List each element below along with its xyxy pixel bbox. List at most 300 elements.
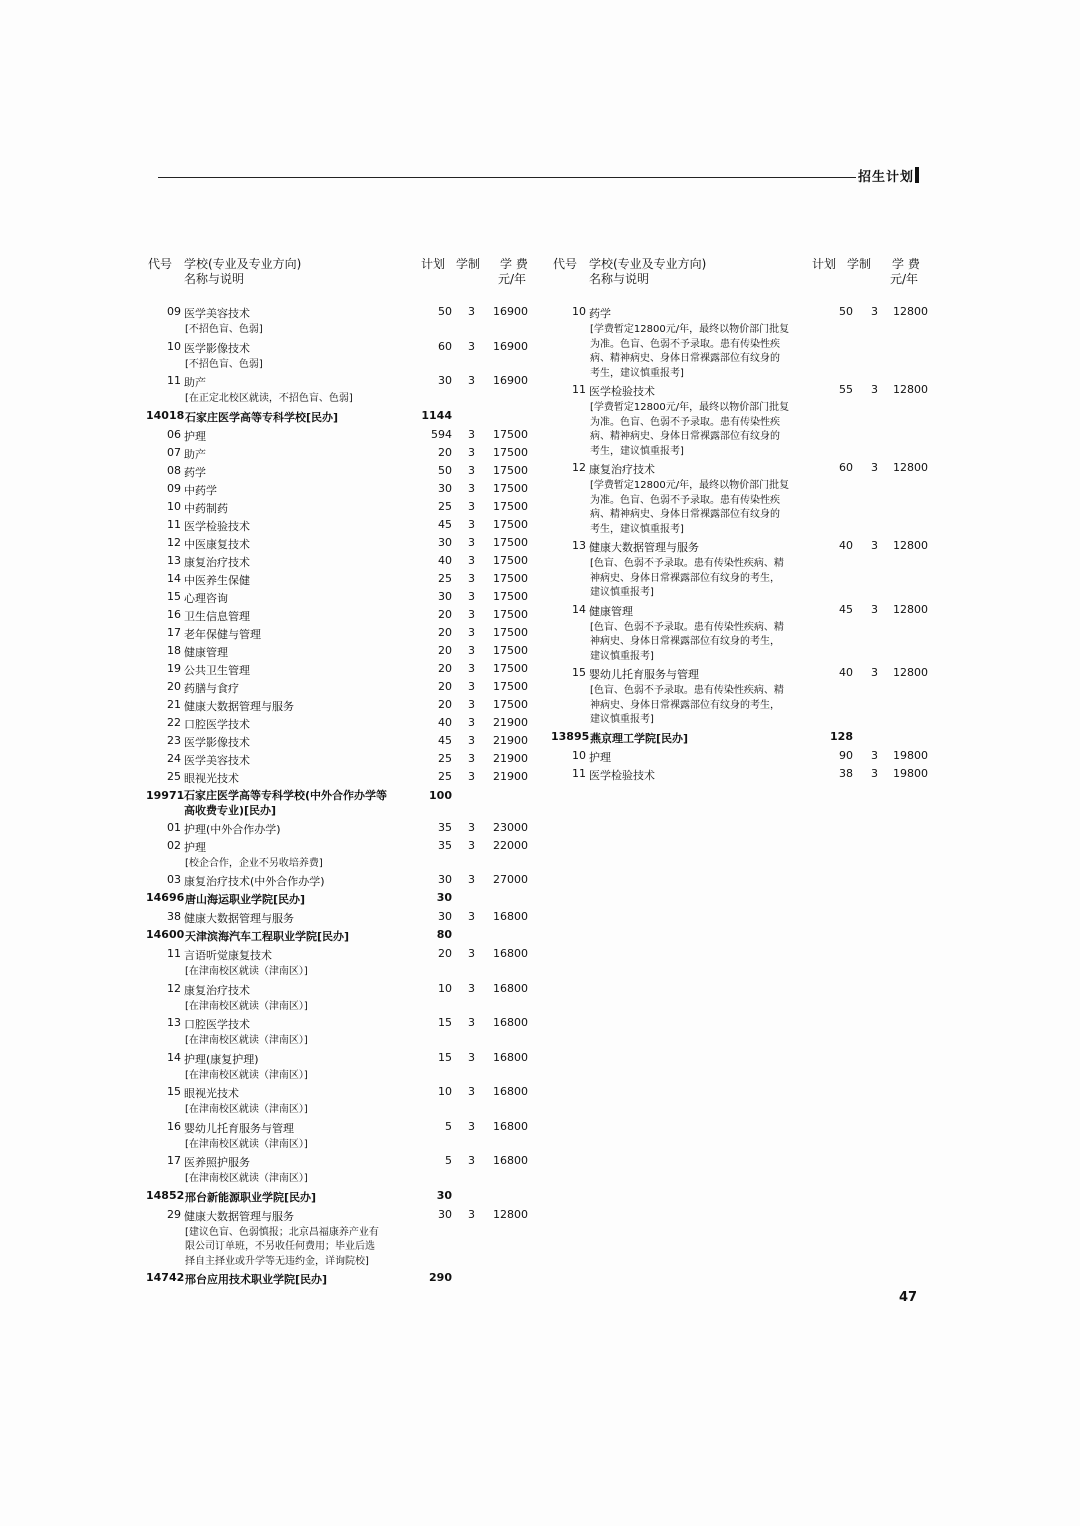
duration: 3 (468, 607, 475, 621)
duration: 3 (871, 748, 878, 762)
major-code: 16 (167, 1119, 181, 1133)
plan-count: 38 (839, 766, 853, 780)
major-code: 24 (167, 751, 181, 765)
major-group (145, 305, 540, 407)
school-name: 石家庄医学高等专科学校(中外合作办学等 高收费专业)[民办] (184, 788, 388, 817)
major-group (550, 749, 935, 785)
major-name: 医学检验技术 (184, 519, 250, 533)
duration: 3 (468, 838, 475, 852)
major-name: 药学 (589, 307, 611, 320)
major-row (145, 446, 540, 464)
major-row (145, 821, 540, 839)
plan-count: 40 (839, 539, 853, 552)
column-header (550, 255, 935, 305)
major-row (145, 1120, 540, 1138)
tuition-fee: 16800 (493, 947, 528, 960)
major-row (145, 716, 540, 734)
tuition-fee: 16900 (493, 305, 528, 318)
tuition-fee: 12800 (893, 305, 928, 318)
duration: 3 (871, 383, 878, 396)
duration: 3 (468, 339, 475, 353)
header-rule (158, 177, 856, 178)
header-code: 代号 (148, 257, 173, 271)
major-row (145, 1208, 540, 1226)
duration: 3 (468, 679, 475, 693)
school-plan-total: 30 (436, 891, 452, 904)
major-code: 25 (167, 769, 181, 783)
plan-count: 20 (438, 661, 452, 675)
section-marker (915, 167, 919, 183)
major-row (145, 518, 540, 536)
major-code: 21 (167, 697, 181, 711)
duration: 3 (468, 517, 475, 531)
plan-count: 20 (438, 947, 452, 960)
major-row (550, 603, 935, 621)
school-plan-total: 30 (436, 1188, 452, 1202)
major-code: 17 (167, 625, 181, 639)
plan-count: 60 (438, 339, 452, 353)
tuition-fee: 12800 (893, 666, 928, 679)
header-fee-unit: 元/年 (890, 272, 919, 286)
major-note: [校企合作，企业不另收培养费] (185, 857, 323, 869)
major-code: 12 (167, 535, 181, 549)
major-name: 健康大数据管理与服务 (184, 699, 294, 713)
school-code: 14018 (146, 408, 185, 422)
major-row (145, 982, 540, 1000)
tuition-fee: 21900 (493, 769, 528, 783)
major-name: 中医康复技术 (184, 537, 250, 551)
major-name: 医学影像技术 (184, 341, 250, 355)
major-code: 13 (167, 553, 181, 567)
major-group (145, 428, 540, 788)
major-row (145, 572, 540, 590)
plan-count: 20 (438, 679, 452, 693)
duration: 3 (468, 625, 475, 639)
duration: 3 (468, 1119, 475, 1133)
plan-count: 30 (438, 1207, 452, 1221)
major-code: 10 (167, 339, 181, 353)
right-column (550, 255, 935, 785)
major-name: 中药制药 (184, 501, 228, 515)
tuition-fee: 17500 (493, 427, 528, 441)
major-row (145, 608, 540, 626)
major-code: 14 (572, 602, 586, 616)
plan-count: 25 (438, 769, 452, 783)
major-code: 07 (167, 445, 181, 459)
header-fee: 学 费 (892, 257, 920, 271)
major-name: 卫生信息管理 (184, 609, 250, 623)
major-row (145, 680, 540, 698)
tuition-fee: 23000 (493, 820, 528, 834)
duration: 3 (468, 981, 475, 995)
major-name: 助产 (184, 447, 206, 461)
tuition-fee: 12800 (893, 539, 928, 552)
duration: 3 (468, 1207, 475, 1221)
duration: 3 (871, 461, 878, 474)
plan-count: 45 (438, 517, 452, 531)
major-name: 婴幼儿托育服务与管理 (589, 668, 699, 681)
major-row (145, 1085, 540, 1103)
school-plan-total: 80 (436, 928, 452, 941)
major-name: 护理(中外合作办学) (184, 822, 281, 836)
major-code: 09 (167, 481, 181, 495)
plan-count: 25 (438, 499, 452, 513)
plan-count: 20 (438, 697, 452, 711)
major-name: 口腔医学技术 (184, 1018, 250, 1031)
major-code: 11 (572, 383, 586, 396)
school-name: 石家庄医学高等专科学校[民办] (185, 410, 339, 424)
duration: 3 (871, 766, 878, 780)
school-code: 14852 (146, 1188, 185, 1202)
major-code: 06 (167, 427, 181, 441)
major-name: 公共卫生管理 (184, 663, 250, 677)
tuition-fee: 16800 (493, 981, 528, 995)
header-duration: 学制 (847, 257, 872, 271)
major-name: 护理 (184, 429, 206, 443)
plan-count: 5 (445, 1119, 452, 1133)
major-code: 14 (167, 571, 181, 585)
tuition-fee: 17500 (493, 625, 528, 639)
tuition-fee: 17500 (493, 589, 528, 603)
tuition-fee: 17500 (493, 517, 528, 531)
major-code: 13 (572, 539, 586, 552)
major-name: 心理咨询 (184, 591, 228, 605)
duration: 3 (468, 947, 475, 960)
page-number: 47 (899, 1290, 918, 1305)
major-code: 17 (167, 1154, 181, 1167)
tuition-fee: 12800 (893, 602, 928, 616)
duration: 3 (468, 553, 475, 567)
major-row (550, 539, 935, 557)
tuition-fee: 16800 (493, 1050, 528, 1064)
major-code: 12 (572, 461, 586, 474)
major-code: 16 (167, 607, 181, 621)
major-row (145, 644, 540, 662)
major-code: 19 (167, 661, 181, 675)
duration: 3 (468, 374, 475, 387)
school-code: 14600 (146, 928, 185, 941)
tuition-fee: 12800 (893, 461, 928, 474)
duration: 3 (468, 481, 475, 495)
major-note: [学费暂定12800元/年，最终以物价部门批复 为准。色盲、色弱不予录取。患有传染性疾 病、精神病史、身体日常裸露部位有纹身的 考生，建议慎重报考] (590, 324, 790, 379)
plan-count: 30 (438, 535, 452, 549)
major-group (145, 910, 540, 928)
major-row (145, 734, 540, 752)
major-note: [在津南校区就读（津南区）] (185, 966, 308, 977)
major-note: [在津南校区就读（津南区）] (185, 1173, 308, 1184)
major-group (145, 947, 540, 1187)
major-row (145, 428, 540, 446)
tuition-fee: 17500 (493, 661, 528, 675)
tuition-fee: 17500 (493, 571, 528, 585)
plan-count: 5 (445, 1154, 452, 1167)
school-name: 天津滨海汽车工程职业学院[民办] (185, 930, 350, 943)
major-code: 10 (572, 305, 586, 318)
duration: 3 (468, 499, 475, 513)
major-code: 13 (167, 1016, 181, 1029)
plan-count: 10 (438, 1085, 452, 1098)
plan-count: 20 (438, 643, 452, 657)
major-name: 护理(康复护理) (184, 1052, 259, 1066)
major-note: [建议色盲、色弱慎报；北京昌福康养产业有 限公司订单班，不另收任何费用；毕业后选 择自主择业或升学等无违约金，详询院校] (185, 1226, 379, 1267)
major-row (145, 1016, 540, 1034)
major-code: 18 (167, 643, 181, 657)
major-row (145, 698, 540, 716)
major-group (550, 305, 935, 728)
major-name: 康复治疗技术(中外合作办学) (184, 875, 325, 888)
major-code: 38 (167, 910, 181, 923)
major-note: [在津南校区就读（津南区）] (185, 1069, 308, 1081)
major-code: 12 (167, 981, 181, 995)
major-row (145, 482, 540, 500)
tuition-fee: 12800 (893, 383, 928, 396)
major-row (145, 590, 540, 608)
tuition-fee: 17500 (493, 643, 528, 657)
major-name: 医学检验技术 (589, 385, 655, 398)
major-name: 言语听觉康复技术 (184, 949, 272, 962)
tuition-fee: 12800 (493, 1207, 528, 1221)
section-title: 招生计划 (858, 170, 915, 185)
entries (145, 305, 540, 1290)
plan-count: 40 (438, 553, 452, 567)
major-name: 康复治疗技术 (589, 463, 655, 476)
plan-count: 594 (431, 427, 452, 441)
major-note: [色盲、色弱不予录取。患有传染性疾病、精 神病史、身体日常裸露部位有纹身的考生， 建议慎重报考] (590, 558, 784, 598)
major-code: 02 (167, 838, 181, 852)
duration: 3 (468, 427, 475, 441)
major-row (145, 464, 540, 482)
plan-count: 40 (839, 666, 853, 679)
header-plan: 计划 (812, 257, 837, 271)
major-row (550, 767, 935, 785)
school-row (145, 1189, 540, 1208)
major-name: 助产 (184, 376, 206, 389)
major-code: 11 (167, 374, 181, 387)
plan-count: 45 (839, 602, 853, 616)
major-name: 药膳与食疗 (184, 681, 239, 695)
header-code: 代号 (553, 257, 578, 271)
tuition-fee: 17500 (493, 445, 528, 459)
plan-count: 40 (438, 715, 452, 729)
major-code: 01 (167, 820, 181, 834)
major-note: [学费暂定12800元/年，最终以物价部门批复 为准。色盲、色弱不予录取。患有传染性疾 病、精神病史、身体日常裸露部位有纹身的 考生，建议慎重报考] (590, 402, 790, 457)
header-duration: 学制 (456, 257, 481, 271)
plan-count: 35 (438, 838, 452, 852)
plan-count: 15 (438, 1050, 452, 1064)
major-name: 婴幼儿托育服务与管理 (184, 1121, 294, 1135)
major-note: [不招色盲、色弱] (185, 324, 263, 335)
major-row (145, 1051, 540, 1069)
plan-count: 50 (839, 305, 853, 318)
major-name: 健康管理 (184, 645, 228, 659)
major-row (145, 374, 540, 392)
duration: 3 (871, 602, 878, 616)
plan-count: 25 (438, 571, 452, 585)
major-note: [学费暂定12800元/年，最终以物价部门批复 为准。色盲、色弱不予录取。患有传染性疾 病、精神病史、身体日常裸露部位有纹身的 考生，建议慎重报考] (590, 480, 790, 535)
tuition-fee: 16800 (493, 1154, 528, 1167)
major-name: 药学 (184, 465, 206, 479)
major-name: 医养照护服务 (184, 1156, 250, 1169)
major-name: 健康大数据管理与服务 (184, 912, 294, 925)
major-code: 15 (572, 666, 586, 679)
major-note: [不招色盲、色弱] (185, 358, 263, 370)
tuition-fee: 27000 (493, 873, 528, 886)
duration: 3 (468, 715, 475, 729)
school-row (145, 928, 540, 947)
major-name: 中药学 (184, 483, 217, 497)
major-note: [在津南校区就读（津南区）] (185, 1104, 308, 1115)
school-name: 邢台新能源职业学院[民办] (185, 1190, 317, 1204)
entries (550, 305, 935, 785)
major-row (145, 554, 540, 572)
tuition-fee: 21900 (493, 715, 528, 729)
tuition-fee: 16800 (493, 1119, 528, 1133)
school-row (550, 730, 935, 749)
major-row (145, 340, 540, 358)
header-fee: 学 费 (500, 257, 528, 271)
plan-count: 30 (438, 910, 452, 923)
tuition-fee: 16800 (493, 1085, 528, 1098)
duration: 3 (468, 589, 475, 603)
duration: 3 (468, 820, 475, 834)
tuition-fee: 16800 (493, 1016, 528, 1029)
major-row (145, 662, 540, 680)
plan-count: 30 (438, 481, 452, 495)
major-row (145, 839, 540, 857)
duration: 3 (468, 873, 475, 886)
tuition-fee: 16900 (493, 339, 528, 353)
school-row (145, 1271, 540, 1290)
tuition-fee: 19800 (893, 748, 928, 762)
duration: 3 (468, 535, 475, 549)
duration: 3 (468, 305, 475, 318)
plan-count: 20 (438, 445, 452, 459)
major-code: 10 (167, 499, 181, 513)
major-row (145, 910, 540, 928)
tuition-fee: 17500 (493, 553, 528, 567)
major-row (145, 626, 540, 644)
duration: 3 (468, 751, 475, 765)
tuition-fee: 17500 (493, 481, 528, 495)
major-name: 眼视光技术 (184, 771, 239, 785)
duration: 3 (468, 445, 475, 459)
major-code: 08 (167, 463, 181, 477)
major-code: 15 (167, 1085, 181, 1098)
plan-count: 20 (438, 625, 452, 639)
major-row (550, 383, 935, 401)
major-name: 医学影像技术 (184, 735, 250, 749)
plan-count: 20 (438, 607, 452, 621)
major-name: 健康大数据管理与服务 (589, 541, 699, 554)
duration: 3 (468, 697, 475, 711)
major-row (145, 500, 540, 518)
duration: 3 (468, 643, 475, 657)
school-code: 14696 (146, 891, 185, 904)
school-plan-total: 100 (429, 788, 452, 802)
duration: 3 (871, 666, 878, 679)
header-name: 学校(专业及专业方向) (184, 257, 302, 271)
column-header (145, 255, 540, 305)
major-code: 11 (167, 947, 181, 960)
major-name: 健康大数据管理与服务 (184, 1209, 294, 1223)
plan-count: 45 (438, 733, 452, 747)
tuition-fee: 17500 (493, 679, 528, 693)
duration: 3 (468, 571, 475, 585)
major-code: 11 (167, 517, 181, 531)
major-name: 康复治疗技术 (184, 555, 250, 569)
major-row (145, 305, 540, 323)
major-code: 23 (167, 733, 181, 747)
tuition-fee: 17500 (493, 463, 528, 477)
school-plan-total: 290 (429, 1271, 452, 1284)
major-name: 老年保健与管理 (184, 627, 261, 641)
major-name: 眼视光技术 (184, 1087, 239, 1100)
duration: 3 (468, 1085, 475, 1098)
major-note: [色盲、色弱不予录取。患有传染性疾病、精 神病史、身体日常裸露部位有纹身的考生， 建议慎重报考] (590, 621, 784, 662)
major-name: 护理 (184, 840, 206, 854)
duration: 3 (468, 769, 475, 783)
major-row (550, 749, 935, 767)
major-name: 医学检验技术 (589, 768, 655, 782)
duration: 3 (871, 539, 878, 552)
major-code: 29 (167, 1207, 181, 1221)
plan-count: 10 (438, 981, 452, 995)
major-row (550, 666, 935, 684)
school-plan-total: 128 (830, 729, 853, 743)
school-name: 唐山海运职业学院[民办] (185, 893, 306, 906)
school-plan-total: 1144 (421, 408, 452, 422)
school-code: 13895 (551, 729, 590, 743)
school-name: 邢台应用技术职业学院[民办] (185, 1273, 328, 1286)
major-code: 09 (167, 305, 181, 318)
major-row (145, 947, 540, 965)
major-note: [在正定北校区就读，不招色盲、色弱] (185, 393, 353, 404)
duration: 3 (871, 305, 878, 318)
duration: 3 (468, 733, 475, 747)
major-code: 03 (167, 873, 181, 886)
plan-count: 35 (438, 820, 452, 834)
school-row (145, 891, 540, 910)
tuition-fee: 17500 (493, 535, 528, 549)
header-plan: 计划 (421, 257, 446, 271)
major-group (145, 821, 540, 892)
major-code: 15 (167, 589, 181, 603)
plan-count: 60 (839, 461, 853, 474)
duration: 3 (468, 910, 475, 923)
duration: 3 (468, 661, 475, 675)
plan-count: 25 (438, 751, 452, 765)
school-code: 14742 (146, 1271, 185, 1284)
major-code: 14 (167, 1050, 181, 1064)
major-row (145, 770, 540, 788)
plan-count: 55 (839, 383, 853, 396)
major-name: 护理 (589, 750, 611, 764)
major-name: 中医养生保健 (184, 573, 250, 587)
major-row (550, 461, 935, 479)
plan-count: 90 (839, 748, 853, 762)
tuition-fee: 16900 (493, 374, 528, 387)
major-row (145, 752, 540, 770)
plan-count: 30 (438, 374, 452, 387)
school-row (145, 409, 540, 428)
major-note: [色盲、色弱不予录取。患有传染性疾病、精 神病史、身体日常裸露部位有纹身的考生， 建议慎重报考] (590, 685, 784, 725)
header-name: 学校(专业及专业方向) (589, 257, 707, 271)
plan-count: 50 (438, 305, 452, 318)
tuition-fee: 19800 (893, 766, 928, 780)
major-code: 20 (167, 679, 181, 693)
major-row (145, 1154, 540, 1172)
major-name: 健康管理 (589, 604, 633, 618)
